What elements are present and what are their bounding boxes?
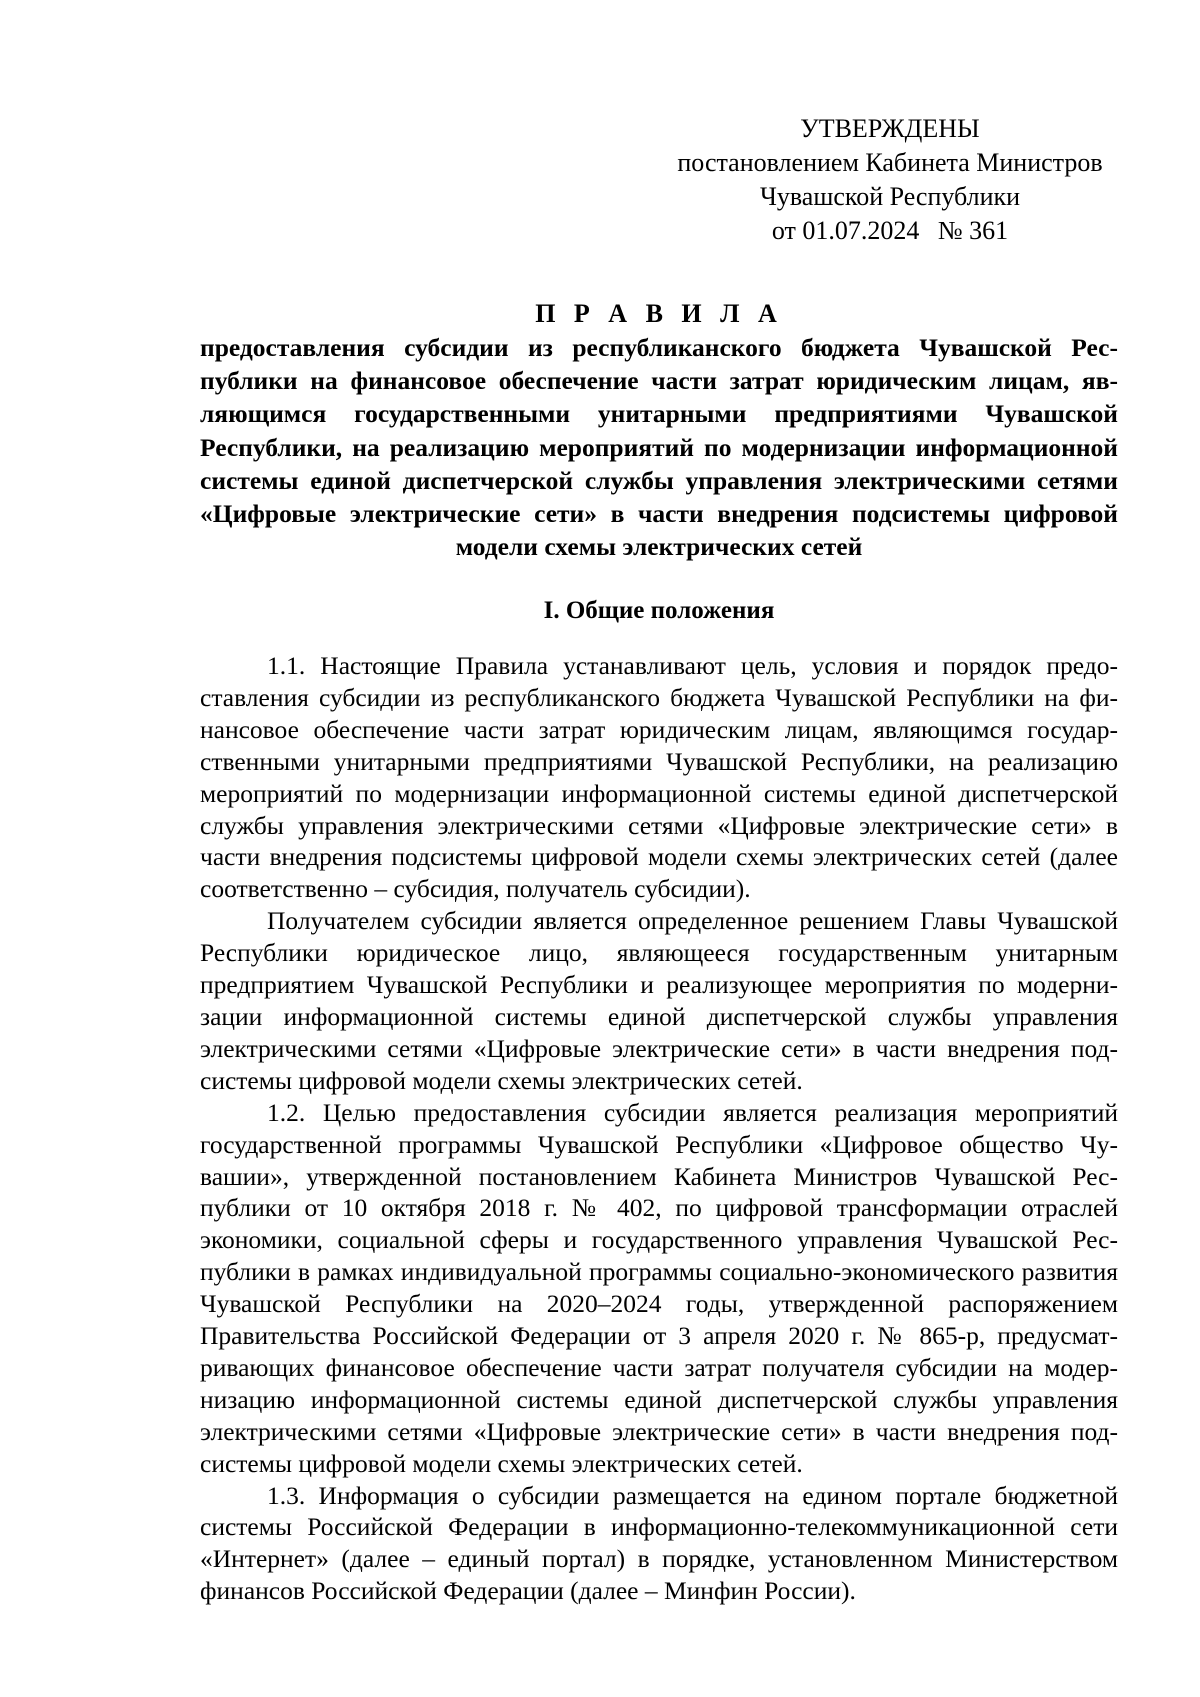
paragraph-1-3: 1.3. Информация о субсидии размещается на едином портале бюджетной системы Российской Федерации в информационно-телекоммуникационной сети «Интернет» (далее – единый портал) в порядке, установленном Министерством финансов Российской Федерации (далее – Минфин России). [200,1480,1118,1606]
approval-heading: УТВЕРЖДЕНЫ [800,114,980,143]
document-body [200,650,1118,1607]
paragraph-recipient: Получателем субсидии является определенное решением Главы Чувашской Республики юридическое лицо, являющееся государственным унитарным предприятием Чувашской Республики и реализующее мероприятия по модернизации информационной системы единой диспетчерской службы управления электрическими сетями «Цифровые электрические сети» в части внедрения подсистемы цифровой модели схемы электрических сетей. [200,906,1118,1095]
approval-region: Чувашской Республики [759,182,1021,211]
approval-authority: постановлением Кабинета Министров [677,148,1103,177]
approval-number: № 361 [937,216,1009,245]
paragraph-1-2: 1.2. Целью предоставления субсидии является реализация мероприятий государственной программы Чувашской Республики «Цифровое общество Чувашии», утвержденной постановлением Кабинета Министров Чувашской Республики от 10 октября 2018 г. № 402, по цифровой трансформации отраслей экономики, социальной сферы и государственного управления Чувашской Республики в рамках индивидуальной программы социально-экономического развития Чувашской Республики на 2020–2024 годы, утвержденной распоряжением Правительства Российской Федерации от 3 апреля 2020 г. № 865-р, предусматривающих финансовое обеспечение части затрат получателя субсидии на модернизацию информационной системы единой диспетчерской службы управления электрическими сетями «Цифровые электрические сети» в части внедрения подсистемы цифровой модели схемы электрических сетей. [200,1097,1118,1478]
section-title: I. Общие положения [543,597,775,624]
approval-block [660,112,1120,248]
approval-date-line [660,214,1120,248]
document-subtitle: предоставления субсидии из республиканского бюджета Чувашской Республики на финансовое обеспечение части затрат юридическим лицам, являющимся государственными унитарными предприятиями Чувашской Республики, на реализацию мероприятий по модернизации информационной системы единой диспетчерской службы управления электрическими сетями «Цифровые электрические сети» в части внедрения подсистемы цифровой модели схемы электрических сетей [200,333,1118,562]
paragraph-1-1: 1.1. Настоящие Правила устанавливают цель, условия и порядок предоставления субсидии из республиканского бюджета Чувашской Республики на финансовое обеспечение части затрат юридическим лицам, являющимся государственными унитарными предприятиями Чувашской Республики, на реализацию мероприятий по модернизации информационной системы единой диспетчерской службы управления электрическими сетями «Цифровые электрические сети» в части внедрения подсистемы цифровой модели схемы электрических сетей (далее соответственно – субсидия, получатель субсидии). [200,651,1118,904]
approval-date: от 01.07.2024 [771,216,920,245]
document-title-block [200,297,1118,563]
document-title: П Р А В И Л А [535,299,783,328]
